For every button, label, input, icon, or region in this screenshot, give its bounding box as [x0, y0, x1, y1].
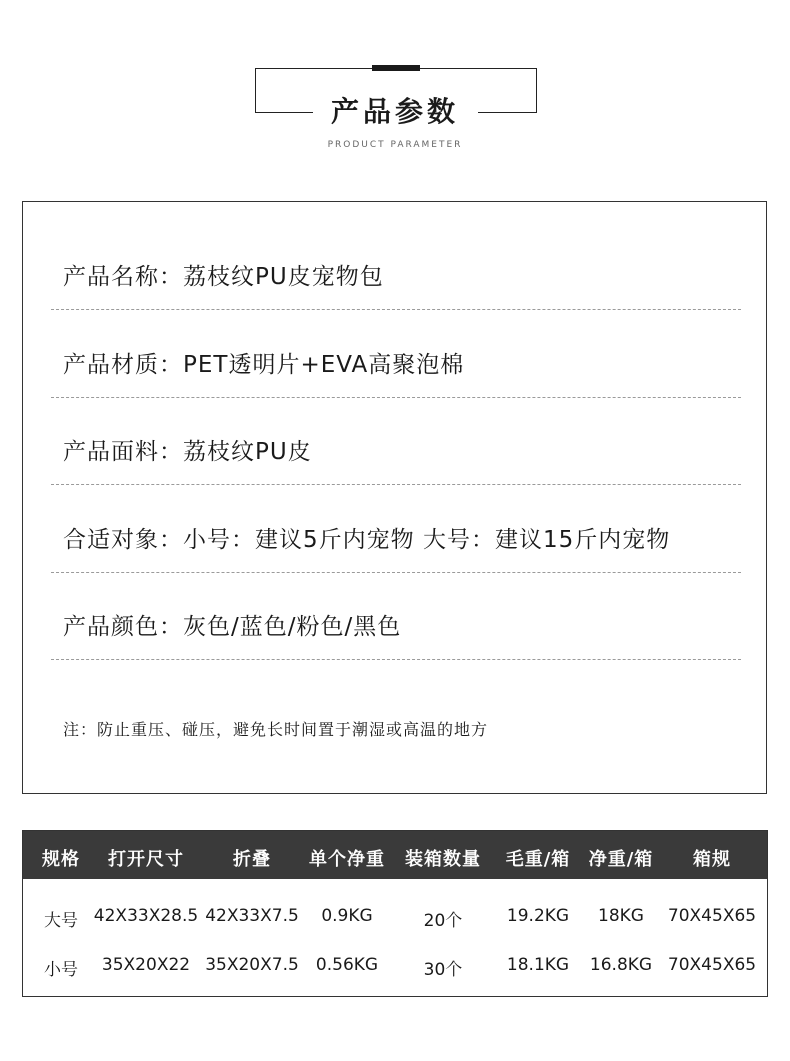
params-box	[22, 201, 767, 794]
row-small-unit-weight: 0.56KG	[315, 955, 379, 975]
title-accent-bar	[372, 65, 420, 71]
header-folded: 折叠	[233, 849, 271, 870]
row-small-folded: 35X20X7.5	[205, 955, 299, 975]
row-small-spec: 小号	[44, 960, 78, 980]
param-fabric: 产品面料：荔枝纹PU皮	[63, 439, 312, 465]
row-large-box-size: 70X45X65	[667, 906, 757, 926]
header-gross-weight: 毛重/箱	[505, 849, 571, 870]
row-large-net-weight: 18KG	[598, 906, 644, 926]
header-box-size: 箱规	[693, 849, 731, 870]
title-underline-right	[478, 112, 536, 113]
param-row-material	[51, 310, 741, 398]
param-color: 产品颜色：灰色/蓝色/粉色/黑色	[63, 614, 402, 640]
row-large-spec: 大号	[44, 911, 78, 931]
header-unit-weight: 单个净重	[309, 849, 385, 870]
param-row-target	[51, 485, 741, 573]
page-subtitle: PRODUCT PARAMETER	[327, 140, 463, 150]
header-net-weight: 净重/箱	[588, 849, 654, 870]
row-large-open-size: 42X33X28.5	[93, 906, 199, 926]
spec-table-header	[23, 831, 767, 879]
param-material: 产品材质：PET透明片+EVA高聚泡棉	[63, 352, 465, 378]
row-large-gross-weight: 19.2KG	[506, 906, 570, 926]
spec-table	[22, 830, 768, 997]
row-small-gross-weight: 18.1KG	[506, 955, 570, 975]
param-row-color	[51, 572, 741, 660]
param-row-name	[51, 222, 741, 310]
row-large-box-qty: 20个	[423, 911, 463, 931]
row-small-box-qty: 30个	[423, 960, 463, 980]
param-row-fabric	[51, 397, 741, 485]
page-title: 产品参数	[330, 95, 459, 128]
row-large-folded: 42X33X7.5	[205, 906, 299, 926]
row-small-open-size: 35X20X22	[101, 955, 191, 975]
param-target: 合适对象：小号：建议5斤内宠物 大号：建议15斤内宠物	[63, 527, 671, 553]
param-name: 产品名称：荔枝纹PU皮宠物包	[63, 264, 384, 290]
row-large-unit-weight: 0.9KG	[321, 906, 373, 926]
row-small-box-size: 70X45X65	[667, 955, 757, 975]
header-box-qty: 装箱数量	[405, 849, 481, 870]
header-spec: 规格	[42, 849, 80, 870]
care-note: 注：防止重压、碰压，避免长时间置于潮湿或高温的地方	[63, 720, 489, 739]
header-open-size: 打开尺寸	[108, 849, 184, 870]
title-underline-left	[255, 112, 313, 113]
row-small-net-weight: 16.8KG	[589, 955, 653, 975]
